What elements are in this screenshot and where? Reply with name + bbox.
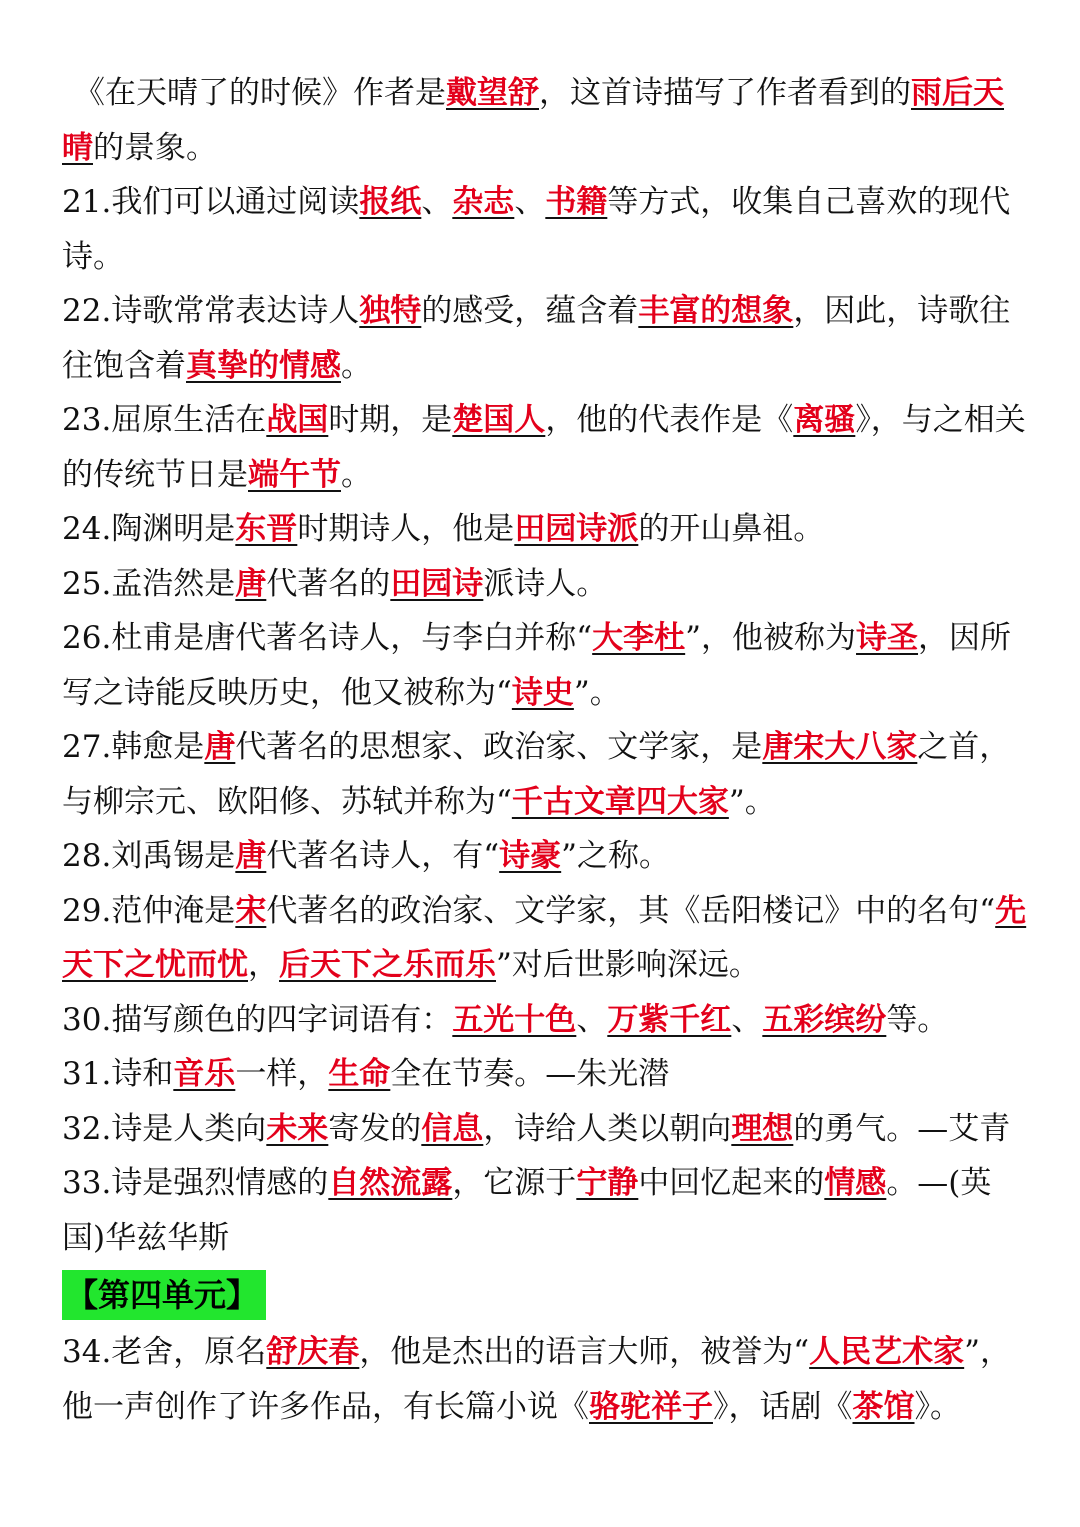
answer-text: 信息 [421, 1110, 484, 1147]
unit-heading: 【第四单元】 [62, 1270, 266, 1320]
answer-text: 离骚 [793, 402, 856, 438]
item-number: 28. [62, 838, 112, 874]
answer-text: 端午节 [248, 456, 341, 493]
body-text: 等方式，收集自己喜欢的现代诗。 [62, 184, 1011, 275]
answer-text: 雨后天晴 [62, 75, 1004, 166]
body-text: 我们可以通过阅读 [111, 184, 360, 220]
paragraph-q32 [62, 1102, 1032, 1157]
answer-text: 战国 [266, 402, 329, 438]
body-text: ，他的代表作是《 [545, 402, 794, 438]
body-text: 》，与之相关的传统节日是 [62, 402, 1026, 493]
body-text: ，因此，诗歌往往饱含着 [62, 293, 1011, 384]
answer-text: 田园诗 [390, 565, 484, 602]
item-number: 34. [62, 1334, 112, 1370]
answer-text: 唐 [204, 729, 236, 765]
body-text: ”对后世影响深远。 [496, 947, 760, 983]
answer-text: 茶馆 [852, 1388, 915, 1425]
body-text: 、 [514, 184, 546, 220]
answer-text: 报纸 [359, 184, 422, 220]
answer-text: 情感 [824, 1165, 887, 1201]
item-number: 22. [62, 293, 112, 329]
body-text: 之首，与柳宗元、欧阳修、苏轼并称为“ [62, 729, 1011, 820]
item-number: 26. [62, 620, 112, 656]
body-text: 全在节奏。—朱光潜 [390, 1056, 670, 1092]
paragraph-q33 [62, 1156, 1032, 1265]
body-text: 孟浩然是 [111, 565, 236, 602]
body-text: ，这首诗描写了作者看到的 [539, 75, 911, 111]
body-text: 描写颜色的四字词语有： [111, 1001, 453, 1038]
answer-text: 田园诗派 [514, 511, 639, 547]
body-text: 诗是强烈情感的 [111, 1165, 329, 1201]
answer-text: 人民艺术家 [809, 1334, 965, 1370]
body-text: ，诗给人类以朝向 [483, 1110, 732, 1147]
body-text: 诗和 [111, 1056, 174, 1092]
body-text: 《在天晴了的时候》作者是 [74, 75, 446, 111]
answer-text: 戴望舒 [446, 75, 539, 111]
paragraph-q22 [62, 284, 1032, 393]
item-number: 33. [62, 1165, 112, 1201]
answer-text: 诗史 [511, 674, 574, 711]
answer-text: 后天下之乐而乐 [279, 947, 496, 983]
answer-text: 唐 [235, 565, 267, 602]
unit-heading-block [62, 1269, 1032, 1323]
body-text: ”，他被称为 [685, 620, 857, 656]
body-text: 杜甫是唐代著名诗人，与李白并称“ [111, 620, 593, 656]
paragraph-q21 [62, 175, 1032, 284]
body-text: 的景象。 [93, 129, 217, 166]
body-text: 派诗人。 [483, 565, 608, 602]
paragraph-q25 [62, 557, 1032, 612]
body-text: ”。 [728, 783, 776, 820]
paragraph-q27 [62, 720, 1032, 829]
answer-text: 舒庆春 [266, 1334, 360, 1370]
body-text: 。 [341, 347, 372, 384]
paragraph-q29 [62, 884, 1032, 993]
answer-text: 先天下之忧而忧 [62, 892, 1027, 983]
body-text: ， [248, 947, 279, 983]
answer-text: 东晋 [235, 511, 298, 547]
body-text: 》。 [914, 1388, 961, 1425]
body-text: 代著名的思想家、政治家、文学家，是 [235, 729, 763, 765]
body-text: 代著名的政治家、文学家，其《岳阳楼记》中的名句“ [266, 892, 996, 929]
item-number: 32. [62, 1110, 112, 1147]
paragraph-q28 [62, 829, 1032, 884]
answer-text: 自然流露 [328, 1165, 453, 1201]
body-text: 的开山鼻祖。 [638, 511, 825, 547]
document-page [62, 66, 1032, 1434]
answer-text: 五光十色 [452, 1001, 577, 1038]
paragraph-q26 [62, 611, 1032, 720]
body-text: ，他是杰出的语言大师，被誉为“ [359, 1334, 810, 1370]
answer-text: 唐宋大八家 [762, 729, 918, 765]
paragraph-q30 [62, 993, 1032, 1048]
paragraph-q24 [62, 502, 1032, 557]
answer-text: 书籍 [545, 184, 608, 220]
paragraph-q23 [62, 393, 1032, 502]
answer-text: 五彩缤纷 [762, 1001, 887, 1038]
body-text: ，因所写之诗能反映历史，他又被称为“ [62, 620, 1012, 711]
answer-text: 宋 [235, 892, 267, 929]
body-text: ”。 [573, 674, 621, 711]
answer-text: 未来 [266, 1110, 329, 1147]
paragraph-q31 [62, 1047, 1032, 1102]
item-number: 21. [62, 184, 112, 220]
answer-text: 理想 [731, 1110, 794, 1147]
body-text: 寄发的 [328, 1110, 422, 1147]
paragraph-intro [62, 66, 1032, 175]
body-text: 的感受，蕴含着 [421, 293, 639, 329]
body-text: 诗是人类向 [111, 1110, 267, 1147]
item-number: 29. [62, 892, 112, 929]
body-text: 代著名诗人，有“ [266, 838, 500, 874]
answer-text: 音乐 [173, 1056, 236, 1092]
body-text: 、 [731, 1001, 763, 1038]
body-text: 》，话剧《 [713, 1388, 853, 1425]
body-text: 。—(英国)华兹华斯 [62, 1165, 992, 1256]
body-text: 等。 [886, 1001, 949, 1038]
item-number: 30. [62, 1001, 112, 1038]
answer-text: 丰富的想象 [638, 293, 794, 329]
answer-text: 生命 [328, 1056, 391, 1092]
answer-text: 万紫千红 [607, 1001, 732, 1038]
body-text: ，它源于 [452, 1165, 577, 1201]
answer-text: 独特 [359, 293, 422, 329]
answer-text: 真挚的情感 [186, 347, 341, 384]
body-text: 韩愈是 [111, 729, 205, 765]
body-text: 诗歌常常表达诗人 [111, 293, 360, 329]
body-text: 时期诗人，他是 [297, 511, 515, 547]
item-number: 31. [62, 1056, 112, 1092]
answer-text: 大李杜 [592, 620, 686, 656]
body-text: 老舍，原名 [111, 1334, 267, 1370]
body-text: 中回忆起来的 [638, 1165, 825, 1201]
body-text: 、 [421, 184, 453, 220]
item-number: 23. [62, 402, 112, 438]
answer-text: 千古文章四大家 [511, 783, 729, 820]
body-text: 。 [341, 456, 372, 493]
body-text: 一样， [235, 1056, 329, 1092]
item-number: 24. [62, 511, 112, 547]
answer-text: 诗豪 [499, 838, 562, 874]
body-text: 、 [576, 1001, 608, 1038]
answer-text: 宁静 [576, 1165, 639, 1201]
answer-text: 唐 [235, 838, 267, 874]
body-text: 时期，是 [328, 402, 453, 438]
body-text: ”，他一声创作了许多作品，有长篇小说《 [62, 1334, 1012, 1425]
body-text: 刘禹锡是 [111, 838, 236, 874]
answer-text: 诗圣 [856, 620, 919, 656]
body-text: 范仲淹是 [111, 892, 236, 929]
paragraph-q34 [62, 1325, 1032, 1434]
answer-text: 楚国人 [452, 402, 546, 438]
item-number: 27. [62, 729, 112, 765]
body-text: 的勇气。—艾青 [793, 1110, 1011, 1147]
body-text: 屈原生活在 [111, 402, 267, 438]
answer-text: 骆驼祥子 [589, 1388, 713, 1425]
body-text: 陶渊明是 [111, 511, 236, 547]
body-text: ”之称。 [561, 838, 671, 874]
item-number: 25. [62, 565, 112, 602]
body-text: 代著名的 [266, 565, 391, 602]
answer-text: 杂志 [452, 184, 515, 220]
